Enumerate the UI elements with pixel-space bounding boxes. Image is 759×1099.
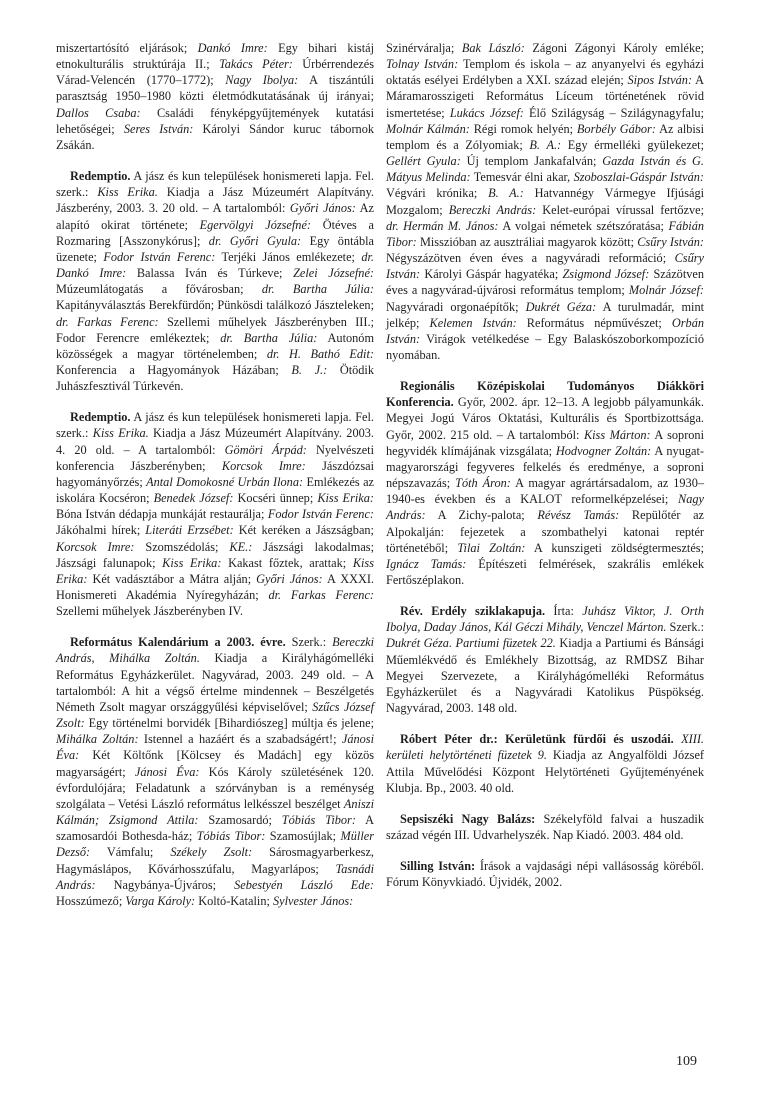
author-name: Sipos István: (627, 73, 693, 88)
author-name: Szoboszlai-Gáspár István: (573, 170, 704, 185)
entry-text: A magyar agrártársadalom, az 1930–1940-es években és a KALOT reformelképzelései; (386, 476, 705, 507)
author-name: Kiss Erika: (162, 555, 222, 570)
entry-text: Új templom Jankafalván; (460, 154, 603, 169)
author-name: Bak László: (461, 41, 525, 55)
entry-text: A jász és kun települések honismereti lapja. Fel. szerk.: (56, 169, 374, 200)
entry-text: Sárosmagyarberkesz, Hagymáslápos, Kővárhosszúfalu, Magyarlápos; (56, 845, 374, 876)
entry-title: Redemptio. (70, 410, 131, 425)
author-name: Gömöri Árpád: (224, 442, 307, 457)
entry-text: Kapitányválasztás Berekfürdőn; Pünkösdi találkozó Jászteleken; (56, 298, 374, 313)
entry-text: Temesvár élni akar, (470, 170, 574, 185)
author-name: Zsigmond Attila: (108, 813, 199, 828)
entry-text: Konferencia a Hagyományok Házában; (56, 362, 292, 377)
entry-text: Ötödik Juhászfesztivál Túrkevén. (56, 362, 374, 394)
entry-text: Nagyváradi orgonaépítők; (386, 299, 526, 314)
entry-text: Kakast főztek, arattak; (221, 555, 353, 570)
author-name: Lukács József: (449, 105, 524, 120)
entry-text: Károlyi Gáspár hagyatéka; (420, 267, 563, 282)
author-name: Orbán István: (386, 315, 704, 346)
author-name: Kiss Erika: (56, 555, 375, 586)
entry-text: Végvári krónika; (386, 186, 489, 201)
bibliography-entry (386, 378, 704, 588)
entry-text: Bóna István dédapja munkáját restaurálja; (56, 507, 268, 522)
author-name: Varga Károly: (125, 893, 196, 908)
author-name: Zsigmond József: (562, 267, 650, 282)
entry-title: Redemptio. (70, 169, 131, 184)
entry-text: A szamosardói Bothesda-ház; (56, 813, 374, 844)
entry-text: Kiadja az Angyalföldi József Attila Művelődési Központ Helytörténeti Gyűjteményének Klubja. Bp., 2003. 40 old. (386, 748, 704, 795)
author-name: Seres István: (123, 121, 194, 136)
entry-text: Győr, 2002. ápr. 12–13. A legjobb pályamunkák. Megyei Jogú Város Oktatási, Kulturális és Sportbizottsága. Győr, 2002. 215 old. – A tartalomból: (386, 395, 704, 442)
entry-text: Két vadásztábor a Mátra alján; (87, 571, 257, 586)
entry-text: Kocséri ünnep; (233, 491, 318, 506)
author-name: Zelei Józsefné: (293, 266, 374, 281)
entry-text: Élő Szilágyság – Szilágynagyfalu; (523, 105, 704, 120)
author-name: Dukrét Géza. Partiumi füzetek 22. (386, 636, 556, 651)
author-name: XIII. kerületi helytörténeti füzetek 9. (386, 732, 704, 763)
author-name: Gellért Gyula: (386, 154, 461, 169)
author-name: dr. Farkas Ferenc: (268, 588, 375, 602)
entry-text: Írások a vajdasági népi vallásosság köréből. Fórum Könyvkiadó. Újvidék, 2002. (386, 859, 705, 890)
author-name: B. J.: (291, 362, 328, 377)
bibliography-entry (56, 168, 374, 394)
bibliography-entry (386, 603, 704, 716)
entry-text: A soproni hegyvidék klímájának vizsgálata; (386, 427, 704, 458)
entry-text: Kiadja a Jász Múzeumért Alapítvány. 2003. 4. 20 old. – A tartalomból: (56, 426, 374, 457)
entry-text: Ötéves a Rozmaring [Asszonykórus]; (56, 217, 374, 248)
entry-title: Regionális Középiskolai Tudományos Diákköri Konferencia. (386, 379, 704, 410)
entry-text: Kós Károly születésének 120. évfordulójára; Feladatunk a szórványban is a reménység szolgálata – Vetési László református lelkésszel beszélget (56, 764, 374, 811)
entry-text: Hosszúmező; (56, 893, 126, 908)
author-name: Egervölgyi Józsefné: (199, 217, 312, 232)
author-name: Csűry István: (637, 234, 704, 249)
author-name: Fodor István Ferenc: (267, 507, 375, 522)
author-name: Csűry István: (386, 251, 704, 282)
entry-text: Írta: (545, 604, 583, 619)
entry-text: Szerk.: (285, 635, 333, 650)
left-column (56, 40, 374, 924)
entry-text: Zágoni Zágonyi Károly emléke; (524, 41, 704, 55)
entry-text: Balassa Iván és Túrkeve; (126, 266, 294, 281)
entry-text: Egy öntábla üzenete; (56, 233, 374, 264)
entry-text: Autonóm közösségek a magyar történelemben; (56, 330, 375, 361)
author-name: dr. Győri Gyula: (208, 233, 302, 248)
author-name: Literáti Erzsébet: (145, 523, 234, 538)
entry-text: Virágok vetélkedése – Egy Balaskószoborkompozíció nyomában. (386, 331, 704, 362)
entry-text: Károlyi Sándor kuruc tábornok Zsákán. (56, 121, 374, 152)
author-name: Molnár József: (628, 283, 704, 298)
author-name: Kiss Erika. (97, 185, 158, 200)
bibliography-entry (386, 858, 704, 890)
entry-text: Az alapító okirat története; (56, 201, 375, 232)
right-column (386, 40, 704, 906)
entry-text: Jászdózsai hagyományőrzés; (56, 458, 374, 489)
entry-text: Egy bihari kistáj etnokulturális struktúrája II.; (56, 41, 375, 72)
entry-text: Nagybánya-Újváros; (95, 877, 235, 892)
entry-text: A Máramarosszigeti Református Líceum történetének rövid ismertetése; (386, 73, 704, 120)
entry-text: Emlékezés az iskolára Kocséron; (56, 474, 374, 506)
entry-text: A volgai németek szétszóratása; (498, 218, 669, 233)
author-name: Nagy Ibolya: (225, 73, 299, 88)
entry-text: Jászsági lakodalmas; Jászsági falunapok; (56, 539, 374, 570)
author-name: Sylvester János: (273, 893, 354, 908)
author-name: Tilai Zoltán: (457, 540, 526, 555)
author-name: Révész Tamás: (537, 508, 620, 523)
author-name: Tóbiás Tibor: (281, 813, 356, 828)
author-name: Dankó Imre: (197, 41, 268, 55)
author-name: dr. Bartha Júlia: (261, 282, 374, 297)
entry-text: Istennel a hazáért és a szabadságért!; (138, 732, 342, 747)
entry-text: Vámfalu; (90, 845, 171, 860)
author-name: Kiss Erika: (317, 491, 374, 506)
bibliography-entry (56, 409, 374, 619)
author-name: Fábián Tibor: (386, 218, 704, 249)
author-name: Ignácz Tamás: (386, 556, 467, 571)
entry-text: Koltó-Katalin; (195, 893, 273, 908)
entry-text: Régi romok helyén; (469, 121, 577, 136)
entry-title: Református Kalendárium a 2003. évre. (70, 635, 286, 650)
entry-text: A turulmadár, mint jelkép; (386, 299, 705, 330)
entry-text: Két keréken a Jászságban; (233, 523, 374, 538)
entry-text: Kelet-európai vírussal fertőzve; (536, 202, 704, 217)
entry-text: Szamosújlak; (265, 829, 341, 844)
author-name: KE.: (229, 539, 253, 554)
author-name: dr. Hermán M. János: (386, 218, 499, 233)
author-name: dr. Bartha Júlia: (220, 330, 318, 345)
entry-text: A kunszigeti zöldségtermesztés; (525, 540, 704, 555)
author-name: Korcsok Imre: (56, 539, 135, 554)
author-name: Győri János: (289, 201, 356, 216)
author-name: Tóbiás Tibor: (196, 829, 266, 844)
author-name: dr. Farkas Ferenc: (56, 314, 159, 329)
entry-text: Kiadja a Partiumi és Bánsági Műemlékvédő és Emlékhely Bizottság, az RMDSZ Bihar Megyei Szervezete, a Királyhágómelléki Református Egyházkerület és a Nagyváradi Katolikus Püspökség. Nagyvárad, 2003. 148 old. (386, 636, 704, 716)
bibliography-entry (386, 40, 704, 363)
entry-text: Építészeti felmérések, szakrális emlékek Fertőszéplakon. (386, 556, 704, 587)
author-name: Jánosi Éva: (134, 764, 200, 779)
entry-text: Egy történelmi borvidék [Bihardiószeg] múltja és jelene; (84, 716, 374, 731)
entry-text: Nyelvészeti konferencia Jászberényben; (56, 442, 375, 473)
author-name: Gazda István és G. Mátyus Melinda: (386, 154, 704, 185)
author-name: Juhász Viktor, J. Orth Ibolya, Daday János, Kál Géczi Mihály, Venczel Márton. (386, 604, 704, 635)
entry-text: Szamosardó; (198, 813, 282, 828)
entry-text: Az albisi templom és a Zólyomiak; (386, 121, 705, 152)
author-name: Bereczki András: (448, 202, 537, 217)
entry-text: Szinérváralja; (386, 41, 462, 55)
author-name: Nagy András: (386, 492, 704, 523)
author-name: Müller Dezső: (56, 829, 374, 860)
entry-text: Misszióban az ausztráliai magyarok között; (416, 234, 638, 249)
entry-text: A nyugat-magyarországi fegyveres felkelés és eredménye, a soproni népszavazás; (386, 443, 704, 491)
entry-text: A tiszántúli parasztság 1950–1980 közti életmódkutatásának új irányai; (56, 73, 374, 104)
author-name: Tóth Áron: (455, 476, 511, 491)
author-name: B. A.: (529, 137, 562, 152)
entry-text: Templom és iskola – az anyanyelvi és egyházi oktatás esélyei Erdélyben a XXI. század elején; (386, 57, 704, 88)
entry-text: Református népművészet; (516, 315, 672, 330)
author-name: Szűcs József Zsolt: (56, 699, 375, 731)
entry-title: Silling István: (400, 859, 476, 874)
entry-text: Kiadja a Királyhágómelléki Református Egyházkerület. Nagyvárad, 2003. 249 old. – A tartalomból: A hit a végső értelme mindennek – Beszélgetés Németh Zsolt magyar országgyűlési képviselővel; (56, 651, 374, 714)
author-name: Hodvogner Zoltán: (555, 443, 652, 458)
entry-text: Terjéki János emlékezete; (215, 249, 362, 264)
author-name: Aniszi Kálmán; (56, 796, 374, 828)
author-name: Benedek József: (153, 491, 234, 506)
bibliography-entry (56, 634, 374, 909)
entry-text: Jákóhalmi hírek; (56, 523, 146, 538)
entry-text: A jász és kun települések honismereti lapja. Fel. szerk.: (56, 410, 374, 441)
author-name: Fodor István Ferenc: (103, 249, 216, 264)
author-name: Dukrét Géza: (525, 299, 597, 314)
entry-text: Repülőtér az Alpokalján: fejezetek a szombathelyi katonai reptér történetéből; (386, 508, 704, 555)
entry-title: Rév. Erdély sziklakapuja. (400, 604, 546, 619)
entry-text: Egy érmelléki gyülekezet; (561, 137, 705, 152)
entry-text: Úrbérrendezés Várad-Velencén (1770–1772); (56, 57, 374, 88)
author-name: Tolnay István: (386, 57, 459, 72)
author-name: Molnár Kálmán: (386, 121, 470, 136)
bibliography-entry (56, 40, 374, 153)
author-name: dr. Dankó Imre: (56, 249, 374, 281)
author-name: Borbély Gábor: (576, 121, 656, 136)
author-name: Antal Domokosné Urbán Ilona: (146, 474, 304, 489)
author-name: Korcsok Imre: (221, 458, 306, 473)
author-name: Székely Zsolt: (170, 845, 253, 860)
author-name: Takács Péter: (219, 57, 293, 72)
entry-title: Sepsiszéki Nagy Balázs: (400, 811, 536, 826)
author-name: Kiss Erika. (92, 426, 149, 441)
author-name: Sebestyén László Ede: (234, 877, 374, 892)
entry-text: miszertartósító eljárások; (56, 41, 198, 55)
entry-text: Családi fényképgyűjtemények kutatási lehetőségei; (56, 105, 374, 136)
author-name: Bereczki András, Mihálka Zoltán. (56, 635, 374, 666)
entry-text (99, 813, 109, 827)
entry-text: A XXXI. Honismereti Akadémia Nyíregyházán; (56, 571, 375, 602)
entry-text: Múzeumlátogatás a fővárosban; (56, 282, 262, 297)
entry-title: Róbert Péter dr.: Kerületünk fürdői és uszodái. (400, 732, 674, 747)
author-name: B. A.: (488, 186, 524, 201)
entry-text: Szellemi műhelyek Jászberényben IV. (56, 604, 243, 619)
entry-text: Százötven éves a nagyvárad-újvárosi református templom; (386, 267, 704, 298)
author-name: dr. H. Bathó Edit: (266, 346, 374, 361)
author-name: Győri János: (256, 571, 323, 586)
author-name: Tasnádi András: (56, 861, 374, 892)
entry-text: Kiadja a Jász Múzeumért Alapítvány. Jászberény, 2003. 3. 20 old. – A tartalomból: (56, 185, 374, 216)
author-name: Dallos Csaba: (56, 105, 141, 120)
entry-text: A Zichy-palota; (425, 508, 538, 523)
entry-text: Szerk.: (666, 620, 704, 635)
author-name: Kelemen István: (429, 315, 517, 330)
entry-text: Székelyföld falvai a huszadik század végén III. Udvarhelyszék. Nap Kiadó. 2003. 484 old. (386, 811, 704, 843)
bibliography-entry (386, 731, 704, 796)
entry-text: Négyszázötven éven éves a nagyváradi reformáció; (386, 251, 675, 266)
bibliography-entry (386, 811, 704, 843)
entry-text: Szellemi műhelyek Jászberényben III.; Fodor Ferencre emlékeztek; (56, 314, 374, 345)
author-name: Mihálka Zoltán: (56, 732, 139, 747)
author-name: Jánosi Éva: (56, 732, 374, 763)
entry-text: Hatvannégy Vármegye Ifjúsági Mozgalom; (386, 186, 705, 217)
page-number: 109 (676, 1054, 697, 1069)
author-name: Kiss Márton: (583, 427, 651, 442)
entry-text: Két Költőnk [Kölcsey és Madách] egy közös magyarságért; (56, 748, 374, 779)
entry-text: Szomszédolás; (134, 539, 230, 554)
